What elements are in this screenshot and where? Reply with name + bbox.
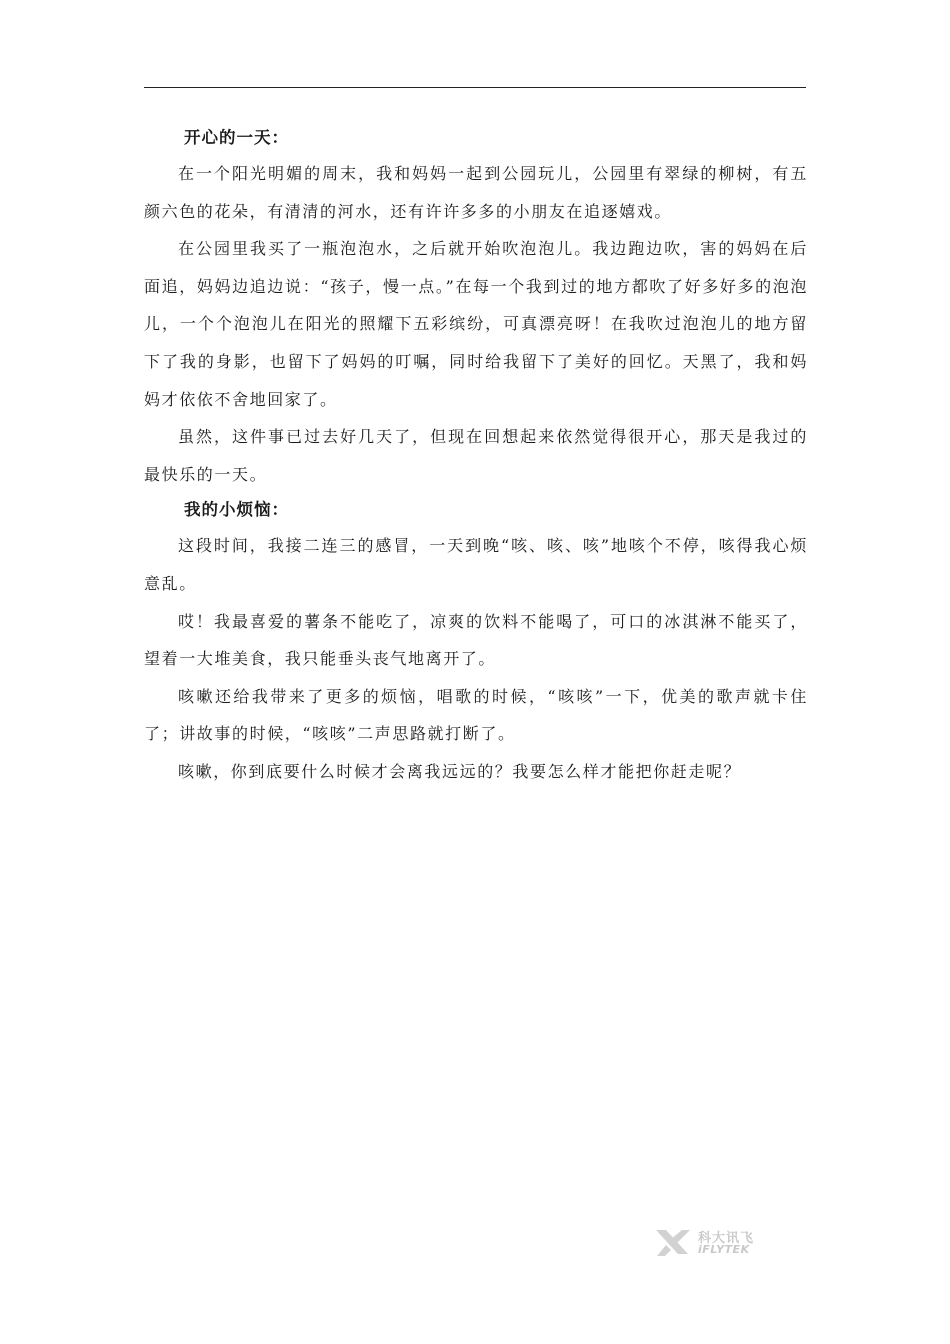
iflytek-watermark-logo xyxy=(652,1222,768,1262)
header-rule xyxy=(144,87,806,88)
section-heading-happy-day: 开心的一天： xyxy=(184,128,289,147)
iflytek-logo-icon xyxy=(652,1226,692,1258)
logo-brand-cn: 科大讯飞 xyxy=(698,1231,755,1246)
paragraph: 咳嗽还给我带来了更多的烦恼，唱歌的时候，“咳咳”一下，优美的歌声就卡住了；讲故事的时候，“咳咳”二声思路就打断了。 xyxy=(144,686,808,744)
paragraph: 这段时间，我接二连三的感冒，一天到晚“咳、咳、咳”地咳个不停，咳得我心烦意乱。 xyxy=(144,536,808,593)
logo-brand-en: iFLYTEK xyxy=(698,1243,750,1256)
paragraph: 哎！我最喜爱的薯条不能吃了，凉爽的饮料不能喝了，可口的冰淇淋不能买了，望着一大堆美食，我只能垂头丧气地离开了。 xyxy=(144,611,808,669)
paragraph: 咳嗽，你到底要什么时候才会离我远远的？我要怎么样才能把你赶走呢？ xyxy=(178,761,742,781)
paragraph: 虽然，这件事已过去好几天了，但现在回想起来依然觉得很开心，那天是我过的最快乐的一天。 xyxy=(144,427,808,484)
section-heading-little-trouble: 我的小烦恼： xyxy=(184,500,289,520)
document-body xyxy=(144,121,808,791)
paragraph: 在一个阳光明媚的周末，我和妈妈一起到公园玩儿，公园里有翠绿的柳树，有五颜六色的花朵，有清清的河水，还有许许多多的小朋友在追逐嬉戏。 xyxy=(144,164,808,221)
paragraph: 在公园里我买了一瓶泡泡水，之后就开始吹泡泡儿。我边跑边吹，害的妈妈在后面追，妈妈边追边说：“孩子，慢一点。”在每一个我到过的地方都吹了好多好多的泡泡儿，一个个泡泡儿在阳光的照耀下五彩缤纷，可真漂亮呀！在我吹过泡泡儿的地方留下了我的身影，也留下了妈妈的叮嘱，同时给我留下了美好的回忆。天黑了，我和妈妈才依依不舍地回家了。 xyxy=(144,239,808,409)
